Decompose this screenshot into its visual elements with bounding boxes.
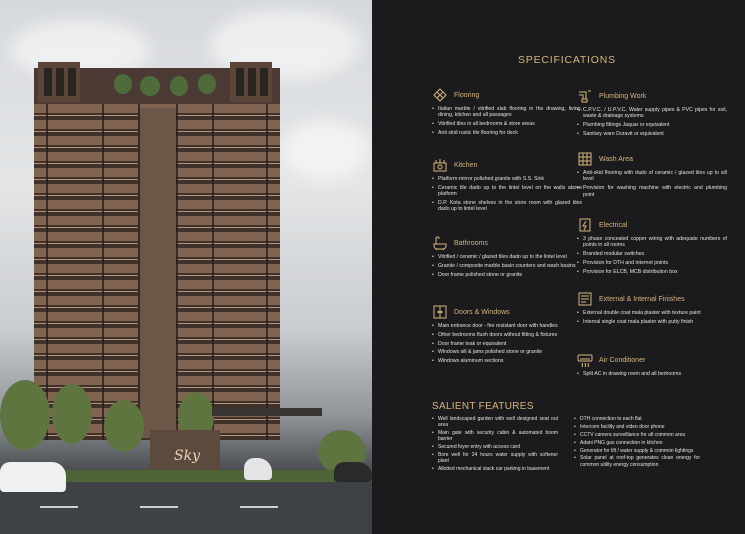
rooftop-plant <box>140 76 160 96</box>
list-item: • Generator for lift / water supply & common lightings <box>574 448 700 454</box>
plumbing-icon <box>577 88 593 104</box>
door-icon <box>432 304 448 320</box>
list-item: • C.P.V.C. / U.P.V.C. Water supply pipes & PVC pipes for soil, waste & drainage systems <box>577 107 727 120</box>
spec-section-bathrooms <box>432 235 582 280</box>
specifications-panel <box>372 0 745 534</box>
spec-section-doors-windows <box>432 304 582 367</box>
list-item: • Sanitary ware Duravit or equivalent <box>577 131 727 137</box>
list-item: • Anti-skid flooring with dado of ceramic / glazed tiles up to sill level <box>577 170 727 183</box>
building-signature: Sky <box>174 448 200 464</box>
tower-crown-right <box>230 62 272 102</box>
list-item: • Platform-mirror polished granite with S.S. Sink <box>432 176 582 182</box>
list-item: • Adani PNG gas connection in kitchen <box>574 440 700 446</box>
section-title: Bathrooms <box>454 239 488 247</box>
list-item: • Vitrified / ceramic / glazed tiles dado up to the lintel level <box>432 254 582 260</box>
section-title: Wash Area <box>599 155 633 163</box>
specifications-title: SPECIFICATIONS <box>518 54 616 66</box>
list-item: • Main gate with security cabin & automated boom barrier <box>432 430 558 442</box>
list-item: • CCTV camera surveillance for all common area <box>574 432 700 438</box>
list-item: • D.P. Kota stone shelves in the store room with glazed tiles dado up to lintel level <box>432 200 582 213</box>
section-title: Plumbing Work <box>599 92 647 100</box>
list-item: • Door frame teak or equivalent <box>432 341 582 347</box>
tower-crown-left <box>38 62 80 102</box>
list-item: • Windows sill & jams polished stone or granite <box>432 349 582 355</box>
list-item: • Branded modular switches <box>577 251 727 257</box>
entrance-canopy <box>212 408 322 416</box>
building-render-photo <box>0 0 372 534</box>
list-item: • Anti skid rustic tile flooring for deck <box>432 130 582 136</box>
list-item: • Secured foyer entry with access card <box>432 444 558 450</box>
list-item: • Intercom facility and video door phone <box>574 424 700 430</box>
list-item: • Ceramic tile dado up to the lintel level on the walls above platform <box>432 185 582 198</box>
flooring-icon <box>432 87 448 103</box>
list-item: • Main entrance door - fire resistant door with handles <box>432 323 582 329</box>
salient-features-left <box>432 413 558 474</box>
spec-section-air-conditioner <box>577 352 727 380</box>
section-title: Electrical <box>599 221 628 229</box>
list-item: • Bore well for 24 hours water supply with softener plant <box>432 452 558 464</box>
list-item: • Provision for DTH and internet points <box>577 260 727 266</box>
list-item: • Plumbing fittings Jaquar or equivalent <box>577 122 727 128</box>
list-item: • External double coat mala plaster with texture paint <box>577 310 727 316</box>
dark-car <box>334 462 372 482</box>
list-item: • DTH connection to each flat <box>574 416 700 422</box>
spec-section-electrical <box>577 217 727 278</box>
section-title: Kitchen <box>454 161 478 169</box>
section-title: Doors & Windows <box>454 308 510 316</box>
list-item: • Granite / composite marble basin counters and wash basins <box>432 263 582 269</box>
spec-section-finishes <box>577 291 727 328</box>
tree <box>52 384 92 444</box>
finishes-icon <box>577 291 593 307</box>
spec-section-wash-area <box>577 151 727 200</box>
kitchen-icon <box>432 157 448 173</box>
parked-car <box>244 458 272 480</box>
spec-section-plumbing <box>577 88 727 140</box>
tree <box>0 380 50 450</box>
rooftop-plant <box>170 76 188 96</box>
list-item: • Allotted mechanical stack car parking in basement <box>432 466 558 472</box>
list-item: • Vitrified tiles in all bedrooms & store areas <box>432 121 582 127</box>
bathroom-icon <box>432 235 448 251</box>
tower-core <box>138 108 176 438</box>
list-item: • Provision for ELCB, MCB distribution box <box>577 269 727 275</box>
spec-section-kitchen <box>432 157 582 215</box>
section-title: Flooring <box>454 91 480 99</box>
electrical-icon <box>577 217 593 233</box>
spec-section-flooring <box>432 87 582 139</box>
list-item: • Solar panel at roof-top generates clean energy for common utility energy consumption <box>574 455 700 467</box>
list-item: • Windows aluminum sections <box>432 358 582 364</box>
rooftop-plant <box>198 74 216 94</box>
cloud <box>280 120 370 180</box>
list-item: • Italian marble / vitrified slab flooring in the drawing, living, dining, kitchen and all passages <box>432 106 582 119</box>
salient-features-right <box>574 413 700 469</box>
salient-features-title: SALIENT FEATURES <box>432 401 534 412</box>
air-conditioner-icon <box>577 352 593 368</box>
list-item: • Internal single coat mala plaster with putty finish <box>577 319 727 325</box>
list-item: • Other bedrooms flush doors without fitting & fixtures <box>432 332 582 338</box>
section-title: Air Conditioner <box>599 356 646 364</box>
wash-area-icon <box>577 151 593 167</box>
tree <box>104 400 144 452</box>
rooftop-plant <box>114 74 132 94</box>
list-item: • Split AC in drawing room and all bedrooms <box>577 371 727 377</box>
white-car <box>0 462 66 492</box>
list-item: • Door frame polished stone or granite <box>432 272 582 278</box>
section-title: External & Internal Finishes <box>599 295 685 303</box>
list-item: • Provision for washing machine with electric and plumbing point <box>577 185 727 198</box>
list-item: • 3 phase concealed copper wiring with adequate numbers of points in all rooms <box>577 236 727 249</box>
list-item: • Well landscaped garden with well designed seat out area <box>432 416 558 428</box>
